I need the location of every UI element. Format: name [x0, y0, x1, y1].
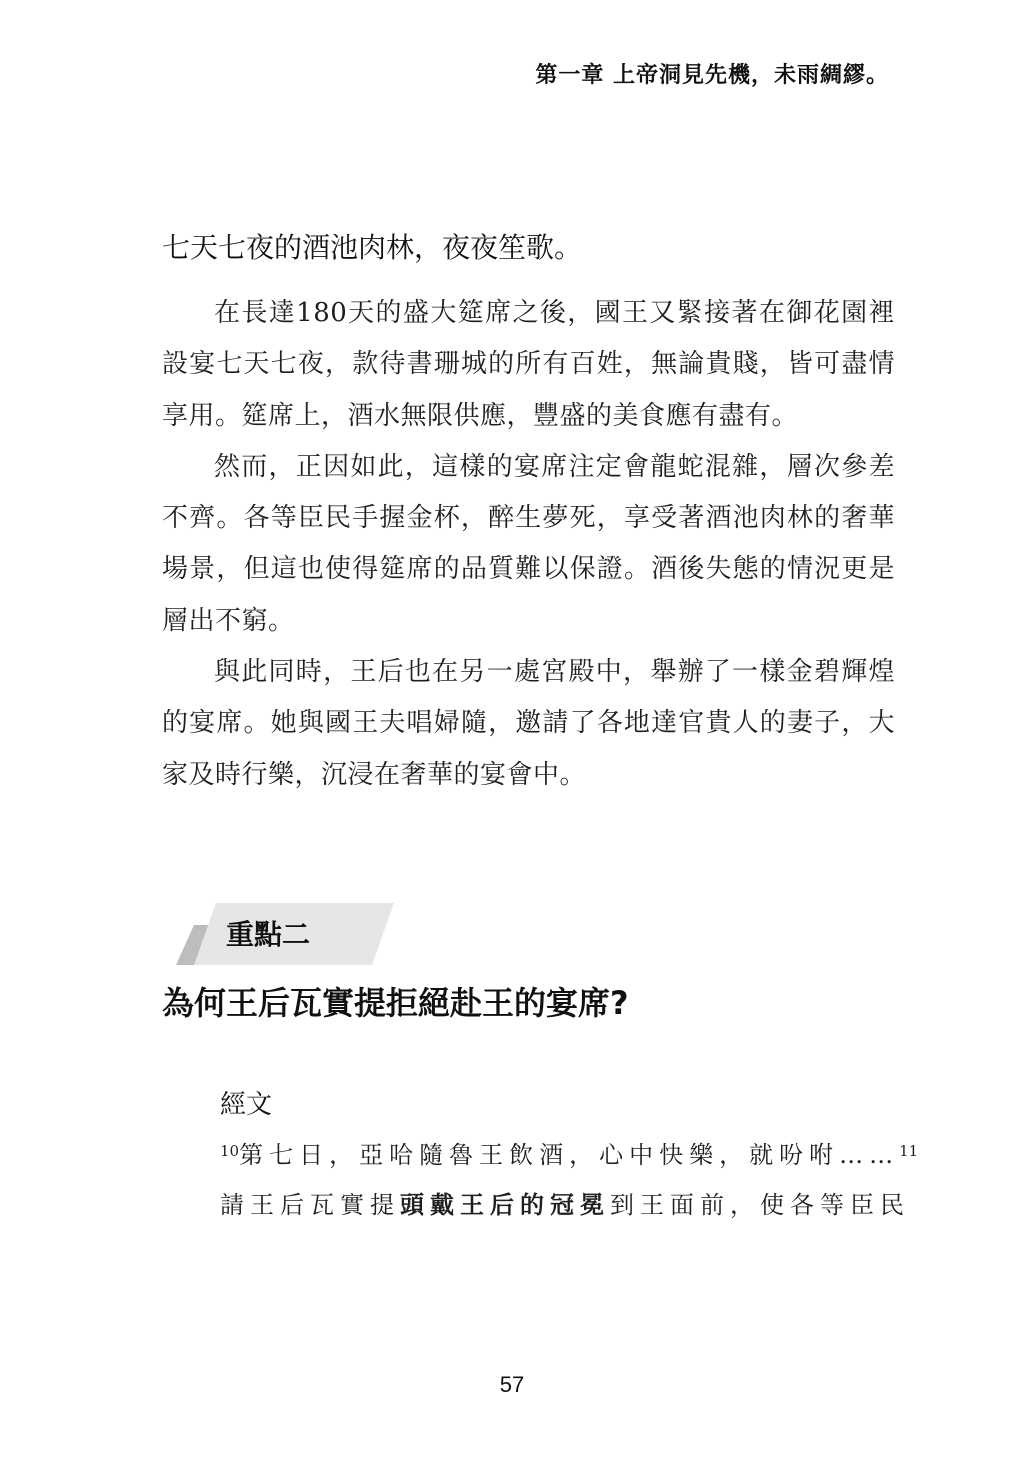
verse-emphasis: 頭戴王后的冠冕 [400, 1190, 610, 1219]
scripture-block [220, 1130, 919, 1230]
key-point-label: 重點二 [226, 918, 311, 951]
verse-text: 請王后瓦實提 [220, 1191, 400, 1219]
body-text [162, 288, 895, 801]
key-point-banner [176, 903, 396, 965]
question-title: 為何王后瓦實提拒絕赴王的宴席? [162, 984, 629, 1022]
verse-text: 第七日，亞哈隨魯王飲酒，心中快樂，就吩咐…… [239, 1141, 900, 1169]
scripture-line [220, 1180, 910, 1230]
scripture-line [220, 1130, 919, 1180]
verse-text: 到王面前，使各等臣民 [610, 1191, 910, 1219]
running-header: 第一章 上帝洞見先機，未雨綢繆。 [535, 62, 889, 88]
page-number: 57 [499, 1372, 525, 1397]
paragraph: 然而，正因如此，這樣的宴席注定會龍蛇混雜，層次參差不齊。各等臣民手握金杯，醉生夢死，享受著酒池肉林的奢華場景，但這也使得筵席的品質難以保證。酒後失態的情況更是層出不窮。 [162, 451, 895, 636]
verse-number: 11 [899, 1142, 919, 1160]
verse-number: 10 [220, 1142, 240, 1160]
paragraph: 在長達180天的盛大筵席之後，國王又緊接著在御花園裡設宴七天七夜，款待書珊城的所有百姓，無論貴賤，皆可盡情享用。筵席上，酒水無限供應，豐盛的美食應有盡有。 [162, 298, 895, 431]
section-heading: 七天七夜的酒池肉林，夜夜笙歌。 [162, 231, 583, 264]
paragraph: 與此同時，王后也在另一處宮殿中，舉辦了一樣金碧輝煌的宴席。她與國王夫唱婦隨，邀請了各地達官貴人的妻子，大家及時行樂，沉浸在奢華的宴會中。 [162, 657, 895, 790]
scripture-label: 經文 [220, 1090, 273, 1120]
